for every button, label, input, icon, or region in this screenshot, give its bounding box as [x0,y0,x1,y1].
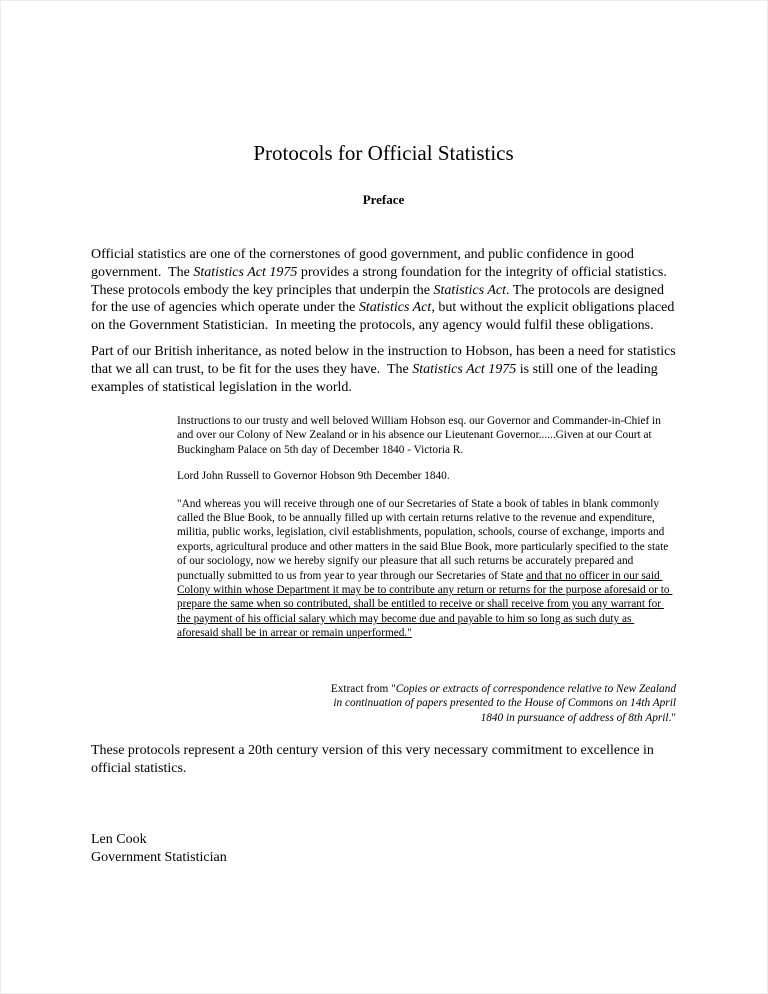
signature-block [91,831,676,867]
blockquote-section [91,414,676,641]
blockquote-blue-book: "And whereas you will receive through one of our Secretaries of State a book of tables in blank commonly called the Blue Book, to be annually filled up with certain returns relative to the revenue and expenditure, militia, public works, legislation, civil establishments, population, schools, course of exchange, imports and exports, agricultural produce and other matters in the said Blue Book, more particularly specified to the state of our sociology, now we hereby signify our pleasure that all such returns be accurately prepared and punctually submitted to us from year to year through our Secretaries of State and that no officer in our said Colony within whose Department it may be to contribute any return or returns for the purpose aforesaid or to prepare the same when so contributed, shall be entitled to receive or shall receive from you any warrant for the payment of his official salary which may become due and payable to him so long as such duty as aforesaid shall be in arrear or remain unperformed." [177,497,673,640]
preface-heading: Preface [362,192,405,208]
paragraph-intro: Official statistics are one of the cornerstones of good government, and public confidence in good government. The Statistics Act 1975 provides a strong foundation for the integrity of official statistics. These protocols embody the key principles that underpin the Statistics Act. The protocols are designed for the use of agencies which operate under the Statistics Act, but without the explicit obligations placed on the Government Statistician. In meeting the protocols, any agency would fulfil these obligations. [91,246,678,334]
signature-title: Government Statistician [91,850,227,866]
blockquote-hobson-instructions: Instructions to our trusty and well beloved William Hobson esq. our Governor and Commander-in-Chief in and over our Colony of New Zealand or in his absence our Lieutenant Governor......Given at our Court at Buckingham Palace on 5th day of December 1840 - Victoria R. [177,414,664,456]
paragraph-closing: These protocols represent a 20th century version of this very necessary commitment to excellence in official statistics. [91,743,658,777]
document-title: Protocols for Official Statistics [253,141,514,165]
paragraph-british-inheritance: Part of our British inheritance, as noted below in the instruction to Hobson, has been a need for statistics that we all can trust, to be fit for the uses they have. The Statistics Act 1975 is still one of the leading examples of statistical legislation in the world. [91,344,680,396]
blockquote-russell-attribution: Lord John Russell to Governor Hobson 9th December 1840. [177,470,450,483]
extract-citation: Extract from "Copies or extracts of correspondence relative to New Zealand in continuation of papers presented to the House of Commons on 14th April 1840 in pursuance of address of 8th April." [330,682,679,724]
signature-name: Len Cook [91,832,147,848]
